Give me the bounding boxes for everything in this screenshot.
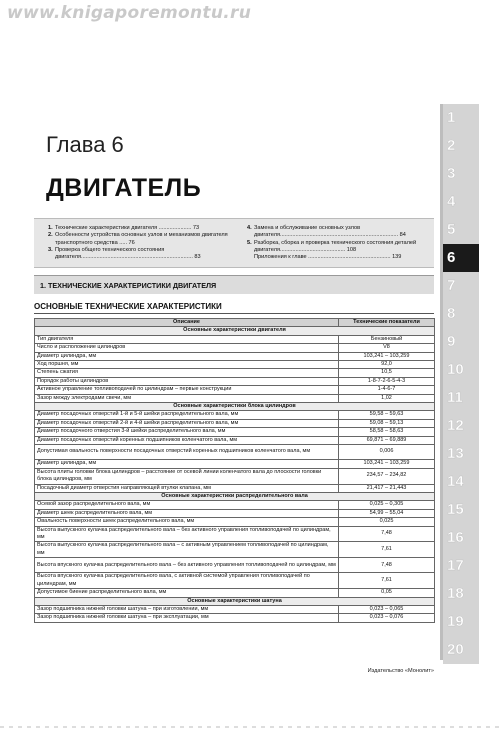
specifications-table [34,318,435,623]
row-description: Высота впускного кулачка распределительного вала – без активного управления топливоподачей по цилиндрам, мм [35,558,339,573]
table-row [35,369,435,377]
chapter-tab-8[interactable]: 8 [443,300,479,328]
row-description: Порядок работы цилиндров [35,377,339,385]
row-value: 0,023 – 0,065 [339,605,435,613]
row-description: Число и расположение цилиндров [35,344,339,352]
toc-item-number: 4. [247,225,252,231]
chapter-tab-16[interactable]: 16 [443,524,479,552]
table-row [35,526,435,542]
table-row [35,542,435,558]
table-row [35,361,435,369]
row-value: 0,006 [339,445,435,460]
table-row [35,445,435,460]
row-value: 59,58 – 59,63 [339,411,435,419]
row-description: Зазор подшипника нижней головки шатуна – при изготовлении, мм [35,605,339,613]
row-value: Бензиновый [339,335,435,343]
row-description: Высота выпускного кулачка распределительного вала – с активным управлением топливоподачей по цилиндрам, мм [35,542,339,558]
table-row [35,509,435,517]
group-title: Основные характеристики шатуна [35,597,435,605]
toc-item-number: 1. [48,225,53,231]
chapter-tab-11[interactable]: 11 [443,384,479,412]
table-row [35,518,435,526]
row-value: 0,025 [339,518,435,526]
row-value: 7,48 [339,526,435,542]
toc-item-number: 5. [247,239,252,246]
table-row [35,419,435,427]
row-value: 103,241 – 103,259 [339,352,435,360]
table-row [35,484,435,492]
table-group-row [35,327,435,335]
chapter-tab-13[interactable]: 13 [443,440,479,468]
toc-right-column [247,225,432,261]
row-value: 69,871 – 69,889 [339,436,435,444]
chapter-tab-2[interactable]: 2 [443,132,479,160]
row-value: 103,241 – 103,259 [339,460,435,468]
row-value: 1-8-7-2-6-5-4-3 [339,377,435,385]
toc-item-text: Проверка общего технического состояния двигателя........................................................................ 83 [55,246,201,261]
chapter-tab-9[interactable]: 9 [443,328,479,356]
column-header-value: Технические показатели [339,319,435,327]
table-row [35,460,435,468]
row-value: 234,57 – 234,82 [339,468,435,484]
row-description: Допустимая овальность поверхности посадочных отверстий коренных подшипников коленчатого вала, мм [35,445,339,460]
table-row [35,468,435,484]
row-description: Высота выпускного кулачка распределительного вала – без активного управления топливоподачей по цилиндрам, мм [35,526,339,542]
row-description: Высота плиты головки блока цилиндров – расстояние от осевой линии коленчатого вала до плоскости головки блока цилиндров, мм [35,468,339,484]
toc-item-text: Особенности устройства основных узлов и механизмов двигателя транспортного средства ..... 76 [55,232,228,246]
toc-item-number: 2. [48,232,53,239]
row-description: Зазор подшипника нижней головки шатуна – при эксплуатации, мм [35,614,339,622]
table-row [35,614,435,622]
row-value: 7,48 [339,558,435,573]
row-description: Зазор между электродами свечи, мм [35,394,339,402]
row-description: Высота впускного кулачка распределительного вала, с активной системой управления топливоподачей по цилиндрам, мм [35,573,339,589]
chapter-tab-20[interactable]: 20 [443,636,479,664]
chapter-tabs [443,104,479,664]
table-group-row [35,403,435,411]
row-value: V8 [339,344,435,352]
toc-item [247,254,432,261]
toc-item-text: Технические характеристики двигателя ..................... 73 [55,225,200,231]
subheading-rule [34,313,434,314]
row-value: 59,08 – 59,13 [339,419,435,427]
table-row [35,436,435,444]
chapter-tab-17[interactable]: 17 [443,552,479,580]
row-value: 0,025 – 0,305 [339,501,435,509]
toc-item-number: 3. [48,246,53,253]
table-row [35,428,435,436]
table-row [35,377,435,385]
table-row [35,501,435,509]
row-value: 54,99 – 55,04 [339,509,435,517]
chapter-tab-10[interactable]: 10 [443,356,479,384]
chapter-tab-1[interactable]: 1 [443,104,479,132]
chapter-tab-18[interactable]: 18 [443,580,479,608]
table-row [35,558,435,573]
page-edge [0,726,500,728]
row-description: Диаметр цилиндра, мм [35,352,339,360]
row-value: 7,61 [339,542,435,558]
toc-item [48,247,233,262]
row-value: 0,05 [339,589,435,597]
row-value: 58,58 – 58,63 [339,428,435,436]
row-description: Активное управление топливоподачей по цилиндрам – первые конструкции [35,386,339,394]
table-group-row [35,597,435,605]
chapter-tab-19[interactable]: 19 [443,608,479,636]
group-title: Основные характеристики распределительного вала [35,492,435,500]
section-header [34,275,434,294]
row-description: Степень сжатия [35,369,339,377]
table-row [35,344,435,352]
toc-item-text: Приложения к главе ..................................................... 139 [254,254,402,261]
toc-item-text: Разборка, сборка и проверка технического состояния деталей двигателя.......................................... 108 [254,239,417,253]
table-row [35,411,435,419]
chapter-tab-12[interactable]: 12 [443,412,479,440]
column-header-description: Описание [35,319,339,327]
chapter-tab-7[interactable]: 7 [443,272,479,300]
row-value: 0,023 – 0,076 [339,614,435,622]
table-header-row [35,319,435,327]
chapter-tab-3[interactable]: 3 [443,160,479,188]
toc-item [247,225,432,240]
toc-item-text: Замена и обслуживание основных узлов двигателя............................................................................ 84 [254,225,406,239]
chapter-tab-15[interactable]: 15 [443,496,479,524]
row-description: Диаметр посадочных отверстий 2-й и 4-й шейки распределительного вала, мм [35,419,339,427]
row-value: 92,0 [339,361,435,369]
row-description: Диаметр посадочных отверстий коренных подшипников коленчатого вала, мм [35,436,339,444]
watermark: www.knigaporemontu.ru [7,3,252,23]
chapter-tab-5[interactable]: 5 [443,216,479,244]
table-row [35,352,435,360]
row-description: Осевой зазор распределительного вала, мм [35,501,339,509]
section-title: 1. ТЕХНИЧЕСКИЕ ХАРАКТЕРИСТИКИ ДВИГАТЕЛЯ [40,281,217,290]
chapter-tab-14[interactable]: 14 [443,468,479,496]
row-description: Диаметр посадочных отверстий 1-й и 5-й шейки распределительного вала, мм [35,411,339,419]
chapter-label: Глава 6 [46,132,124,157]
row-value: 1-4-6-7 [339,386,435,394]
row-description: Диаметр шеек распределительного вала, мм [35,509,339,517]
group-title: Основные характеристики блока цилиндров [35,403,435,411]
chapter-title: ДВИГАТЕЛЬ [46,174,202,202]
table-of-contents [34,218,434,268]
table-row [35,605,435,613]
row-value: 1,02 [339,394,435,402]
table-row [35,335,435,343]
chapter-tab-6[interactable]: 6 [443,244,479,272]
row-description: Допустимое биение распределительного вала, мм [35,589,339,597]
row-value: 7,61 [339,573,435,589]
toc-item-number [247,254,254,261]
toc-item [247,240,432,255]
row-value: 10,5 [339,369,435,377]
row-value: 21,417 – 21,443 [339,484,435,492]
row-description: Диаметр посадочного отверстия 3-й шейки распределительного вала, мм [35,428,339,436]
publisher-credit: Издательство «Монолит» [367,668,434,674]
table-group-row [35,492,435,500]
row-description: Овальность поверхности шеек распределительного вала, мм [35,518,339,526]
table-row [35,394,435,402]
toc-item [48,232,233,247]
toc-left-column [48,225,233,261]
table-row [35,573,435,589]
row-description: Тип двигателя [35,335,339,343]
table-row [35,386,435,394]
table-row [35,589,435,597]
row-description: Диаметр цилиндра, мм [35,460,339,468]
subheading: ОСНОВНЫЕ ТЕХНИЧЕСКИЕ ХАРАКТЕРИСТИКИ [34,302,222,311]
row-description: Посадочный диаметр отверстия направляющей втулки клапана, мм [35,484,339,492]
row-description: Ход поршня, мм [35,361,339,369]
chapter-tab-4[interactable]: 4 [443,188,479,216]
group-title: Основные характеристики двигателя [35,327,435,335]
